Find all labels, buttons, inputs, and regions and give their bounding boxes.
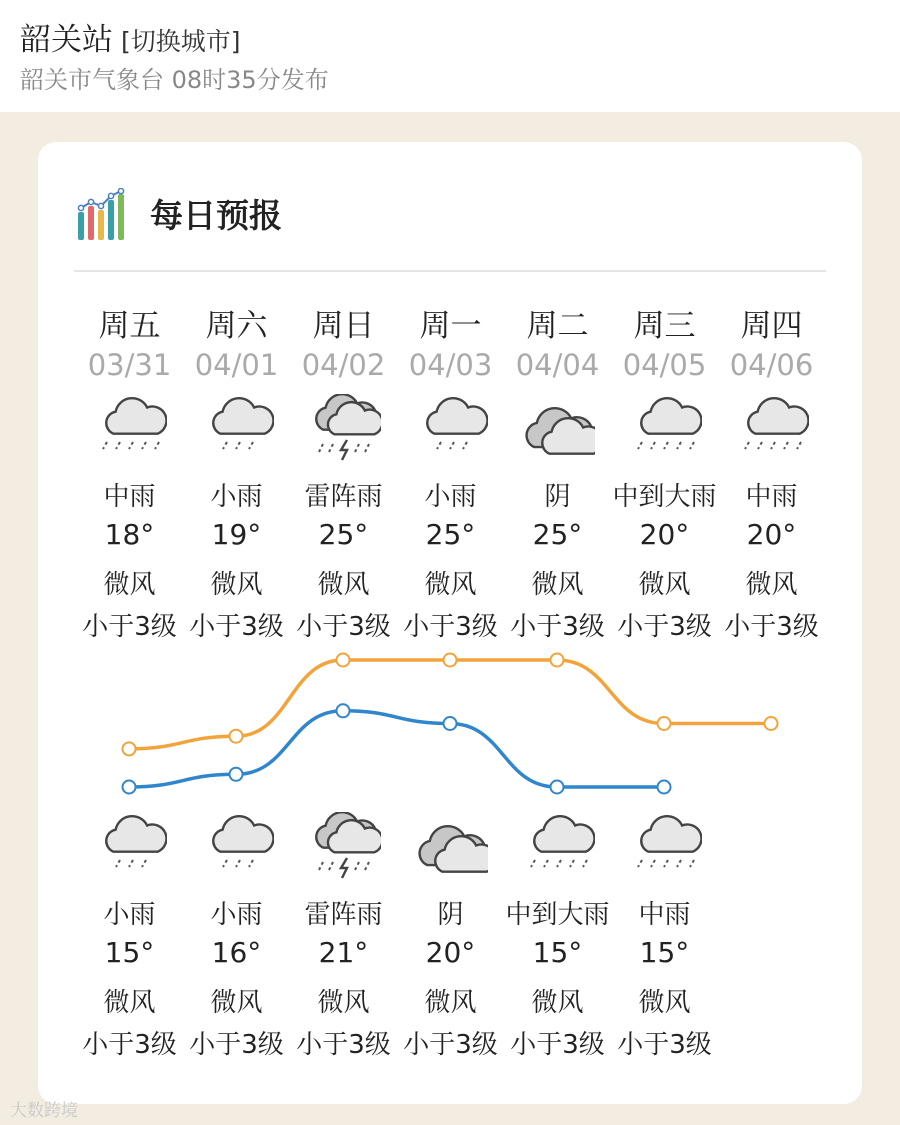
- high-temp-label: 25°: [532, 518, 583, 551]
- high-temp-point: [444, 654, 457, 667]
- low-temp-point: [444, 717, 457, 730]
- high-temp-label: 20°: [746, 518, 797, 551]
- night-weather-label: 雷阵雨: [304, 900, 383, 930]
- date-label: 04/01: [194, 348, 279, 382]
- wind-direction-label: 微风: [424, 988, 477, 1018]
- low-temp-label: 15°: [639, 936, 690, 969]
- date-label: 04/03: [408, 348, 493, 382]
- low-temp-label: 15°: [532, 936, 583, 969]
- date-label: 04/05: [622, 348, 707, 382]
- wind-direction-label: 微风: [103, 570, 156, 600]
- wind-level-label: 小于3级: [82, 1030, 177, 1060]
- weekday-label: 周六: [205, 308, 268, 344]
- day-weather-label: 小雨: [210, 482, 263, 512]
- high-temp-label: 25°: [318, 518, 369, 551]
- night-weather-label: 小雨: [210, 900, 263, 930]
- high-temp-line: [129, 660, 771, 749]
- date-label: 04/06: [729, 348, 814, 382]
- weekday-label: 周二: [526, 308, 589, 344]
- wind-direction-label: 微风: [424, 570, 477, 600]
- low-temp-point: [123, 781, 136, 794]
- day-weather-label: 中雨: [745, 482, 798, 512]
- wind-level-label: 小于3级: [189, 612, 284, 642]
- low-temp-label: 16°: [211, 936, 262, 969]
- low-temp-point: [230, 768, 243, 781]
- station-name: 韶关站: [20, 22, 113, 58]
- high-temp-point: [658, 717, 671, 730]
- day-weather-label: 中到大雨: [612, 482, 717, 512]
- wind-direction-label: 微风: [317, 570, 370, 600]
- wind-level-label: 小于3级: [510, 1030, 605, 1060]
- wind-level-label: 小于3级: [296, 1030, 391, 1060]
- low-temp-label: 21°: [318, 936, 369, 969]
- wind-direction-label: 微风: [531, 988, 584, 1018]
- day-weather-label: 雷阵雨: [304, 482, 383, 512]
- high-temp-label: 20°: [639, 518, 690, 551]
- wind-level-label: 小于3级: [617, 612, 712, 642]
- low-temp-point: [658, 781, 671, 794]
- night-weather-label: 中雨: [638, 900, 691, 930]
- high-temp-label: 25°: [425, 518, 476, 551]
- wind-direction-label: 微风: [103, 988, 156, 1018]
- wind-direction-label: 微风: [317, 988, 370, 1018]
- wind-direction-label: 微风: [745, 570, 798, 600]
- day-weather-label: 阴: [544, 482, 571, 512]
- date-label: 04/02: [301, 348, 386, 382]
- day-weather-label: 中雨: [103, 482, 156, 512]
- low-temp-point: [337, 704, 350, 717]
- publish-info: 韶关市气象台 08时35分发布: [20, 66, 329, 94]
- low-temp-label: 20°: [425, 936, 476, 969]
- high-temp-point: [230, 730, 243, 743]
- watermark: 大数跨境: [10, 1101, 78, 1121]
- weekday-label: 周四: [740, 308, 803, 344]
- weekday-label: 周三: [633, 308, 696, 344]
- wind-direction-label: 微风: [638, 988, 691, 1018]
- low-temp-point: [551, 781, 564, 794]
- wind-level-label: 小于3级: [617, 1030, 712, 1060]
- high-temp-point: [123, 742, 136, 755]
- high-temp-label: 18°: [104, 518, 155, 551]
- day-weather-label: 小雨: [424, 482, 477, 512]
- wind-direction-label: 微风: [210, 570, 263, 600]
- weekday-label: 周五: [98, 308, 161, 344]
- switch-city-link[interactable]: [切换城市]: [121, 27, 241, 56]
- wind-level-label: 小于3级: [189, 1030, 284, 1060]
- night-weather-label: 阴: [437, 900, 464, 930]
- date-label: 03/31: [87, 348, 172, 382]
- high-temp-label: 19°: [211, 518, 262, 551]
- wind-level-label: 小于3级: [510, 612, 605, 642]
- section-title: 每日预报: [150, 196, 282, 235]
- night-weather-label: 小雨: [103, 900, 156, 930]
- wind-level-label: 小于3级: [296, 612, 391, 642]
- wind-direction-label: 微风: [638, 570, 691, 600]
- wind-level-label: 小于3级: [82, 612, 177, 642]
- low-temp-line: [129, 711, 664, 787]
- high-temp-point: [765, 717, 778, 730]
- wind-direction-label: 微风: [531, 570, 584, 600]
- wind-level-label: 小于3级: [724, 612, 819, 642]
- night-weather-label: 中到大雨: [505, 900, 610, 930]
- weekday-label: 周日: [312, 308, 375, 344]
- low-temp-label: 15°: [104, 936, 155, 969]
- date-label: 04/04: [515, 348, 600, 382]
- wind-direction-label: 微风: [210, 988, 263, 1018]
- high-temp-point: [551, 654, 564, 667]
- high-temp-point: [337, 654, 350, 667]
- weekday-label: 周一: [419, 308, 482, 344]
- wind-level-label: 小于3级: [403, 612, 498, 642]
- wind-level-label: 小于3级: [403, 1030, 498, 1060]
